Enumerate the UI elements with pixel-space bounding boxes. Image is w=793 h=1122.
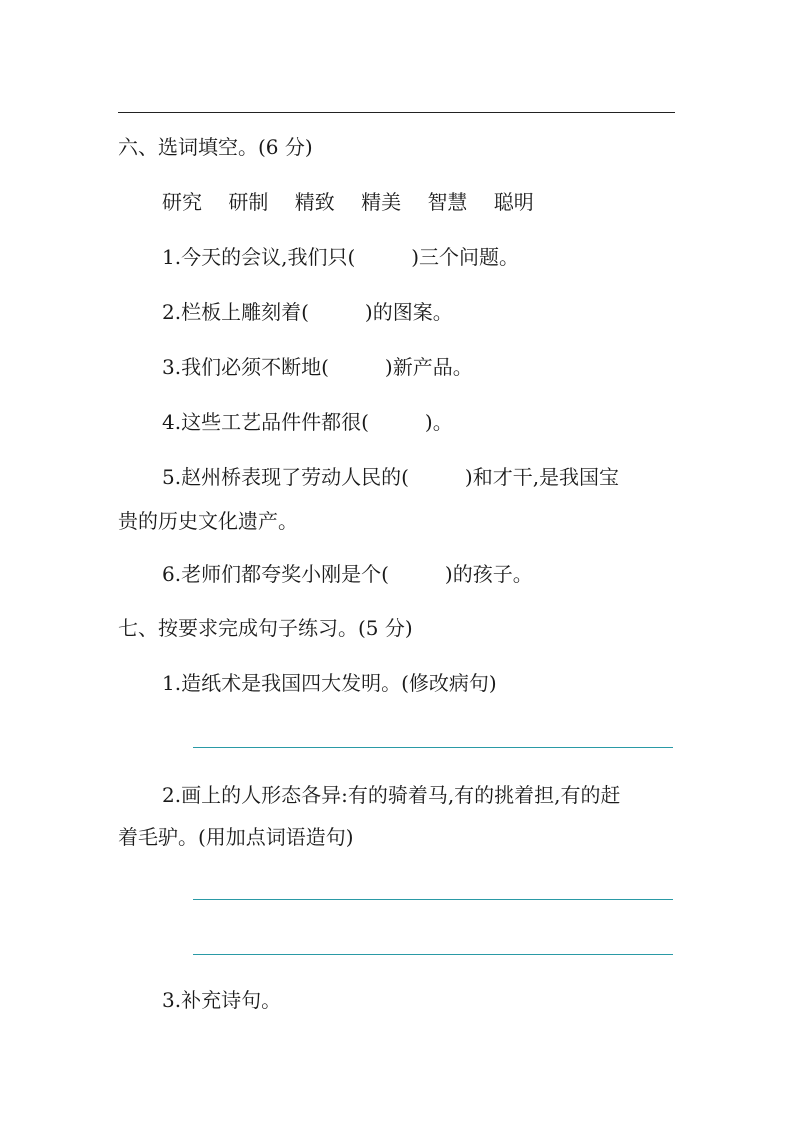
fill-blank-item-5: 5.赵州桥表现了劳动人民的( )和才干,是我国宝 [162, 465, 620, 489]
question-3: 3.补充诗句。 [162, 988, 282, 1012]
fill-blank-item-1: 1.今天的会议,我们只( )三个问题。 [162, 245, 520, 269]
top-rule [118, 112, 675, 113]
word-bank-item: 聪明 [493, 190, 534, 214]
fill-blank-item-4: 4.这些工艺品件件都很( )。 [162, 410, 453, 434]
word-bank-item: 精致 [294, 190, 335, 214]
fill-blank-item-5-continued: 贵的历史文化遗产。 [118, 509, 298, 533]
answer-line[interactable] [193, 954, 673, 955]
answer-line[interactable] [193, 747, 673, 748]
fill-blank-item-3: 3.我们必须不断地( )新产品。 [162, 355, 473, 379]
word-bank-item: 智慧 [427, 190, 468, 214]
section-6-title: 六、选词填空。(6 分) [118, 135, 313, 159]
question-2-line-1: 2.画上的人形态各异:有的骑着马,有的挑着担,有的赶 [162, 783, 621, 807]
word-bank [162, 188, 534, 216]
word-bank-item: 研究 [162, 190, 202, 214]
word-bank-item: 研制 [228, 190, 269, 214]
question-1: 1.造纸术是我国四大发明。(修改病句) [162, 671, 497, 695]
answer-line[interactable] [193, 899, 673, 900]
word-bank-item: 精美 [361, 190, 402, 214]
fill-blank-item-6: 6.老师们都夸奖小刚是个( )的孩子。 [162, 562, 533, 586]
fill-blank-item-2: 2.栏板上雕刻着( )的图案。 [162, 300, 453, 324]
question-2-line-2: 着毛驴。(用加点词语造句) [118, 825, 354, 849]
section-7-title: 七、按要求完成句子练习。(5 分) [118, 616, 413, 640]
